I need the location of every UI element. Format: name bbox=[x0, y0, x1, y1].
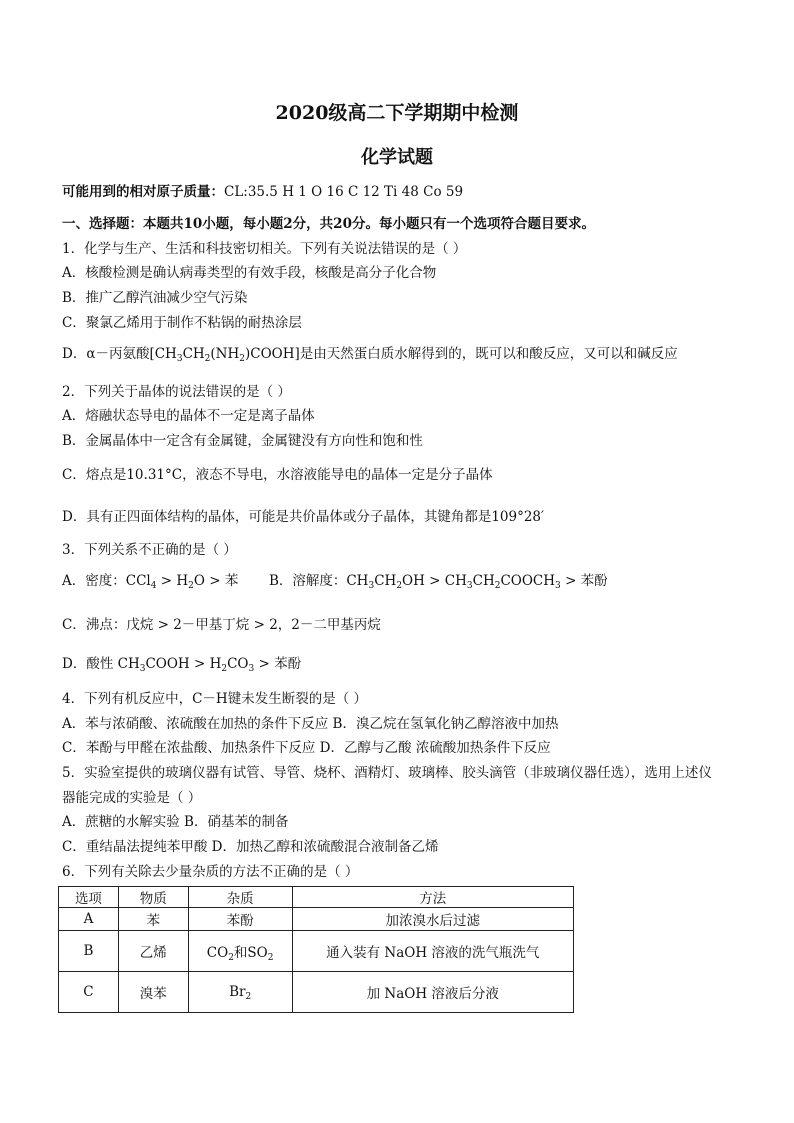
row-c-substance: 溴苯 bbox=[118, 972, 188, 1013]
table-row bbox=[59, 972, 574, 1013]
header-impurity: 杂质 bbox=[188, 887, 292, 908]
row-a-method: 加浓溴水后过滤 bbox=[292, 908, 573, 931]
q2-d-angle: 109°28′ bbox=[491, 509, 545, 525]
row-b-method: 通入装有 NaOH 溶液的洗气瓶洗气 bbox=[292, 931, 573, 972]
row-b-option: B bbox=[59, 931, 119, 972]
row-a-option: A bbox=[59, 908, 119, 931]
row-c-impurity: $Br_2$ bbox=[188, 972, 292, 1013]
row-b-substance: 乙烯 bbox=[118, 931, 188, 972]
row-b-impurity-a: CO bbox=[206, 945, 229, 961]
q3-b-prefix: B．溶解度：CH bbox=[268, 573, 369, 589]
q6-stem: 6．下列有关除去少量杂质的方法不正确的是（ ） bbox=[62, 864, 359, 880]
q2-option-c bbox=[62, 466, 493, 484]
exam-title: 2020级高二下学期期中检测 bbox=[275, 102, 519, 124]
exam-subtitle: 化学试题 bbox=[361, 147, 433, 168]
row-c-impurity-a: Br bbox=[229, 984, 246, 1000]
q4-stem bbox=[62, 690, 367, 708]
q4-stem-suffix: 键未发生断裂的是（ ） bbox=[227, 691, 367, 707]
q4-options-cd: C．苯酚与甲醛在浓盐酸、加热条件下反应 D．乙醇与乙酸 浓硫酸加热条件下反应 bbox=[62, 740, 551, 756]
q1-option-d: D．α－丙氨酸$[CH_3CH_2(NH_2)COOH]$是由天然蛋白质水解得到的，既可以和酸反应，又可以和碱反应 bbox=[62, 346, 678, 364]
table-row bbox=[59, 931, 574, 972]
row-b-impurity-b: 和SO bbox=[233, 945, 268, 961]
q2-option-a: A．熔融状态导电的晶体不一定是离子晶体 bbox=[62, 408, 315, 424]
q1-d-formula-d: )COOH] bbox=[245, 346, 300, 362]
q6-table bbox=[58, 886, 574, 1013]
q3-option-c: C．沸点：戊烷 > 2－甲基丁烷 > 2，2－二甲基丙烷 bbox=[62, 617, 381, 633]
atomic-mass-label: 可能用到的相对原子质量： bbox=[62, 184, 224, 200]
section-heading: 一、选择题：本题共10小题，每小题2分，共20分。每小题只有一个选项符合题目要求。 bbox=[62, 216, 595, 232]
q3-a-prefix: A．密度：CCl bbox=[62, 573, 151, 589]
q3-a-suffix: > H bbox=[156, 573, 189, 589]
q1-d-formula-a: [CH bbox=[149, 346, 177, 362]
q2-option-d bbox=[62, 508, 544, 526]
q2-c-suffix: ，液态不导电，水溶液能导电的晶体一定是分子晶体 bbox=[182, 467, 493, 483]
q2-d-prefix: D．具有正四面体结构的晶体，可能是共价晶体或分子晶体，其键角都是 bbox=[62, 509, 492, 525]
q3-options-ab: A．密度：$CCl_4 > H_2O$ > 苯 B．溶解度：$CH_3CH_2OH$ > $CH_3CH_2COOCH_3$ > 苯酚 bbox=[62, 573, 608, 591]
q3-d-end: > 苯酚 bbox=[254, 656, 302, 672]
q2-c-prefix: C．熔点是 bbox=[62, 467, 127, 483]
q3-b-mid2: OH > CH bbox=[402, 573, 467, 589]
q1-option-b: B．推广乙醇汽油减少空气污染 bbox=[62, 290, 248, 306]
row-a-impurity: 苯酚 bbox=[188, 908, 292, 931]
header-substance: 物质 bbox=[118, 887, 188, 908]
header-option: 选项 bbox=[59, 887, 119, 908]
q1-option-a: A．核酸检测是确认病毒类型的有效手段，核酸是高分子化合物 bbox=[62, 265, 437, 281]
header-method: 方法 bbox=[292, 887, 573, 908]
q5-stem-line1: 5．实验室提供的玻璃仪器有试管、导管、烧杯、酒精灯、玻璃棒、胶头滴管（非玻璃仪器任选），选用上述仪 bbox=[62, 765, 712, 781]
q5-stem-line2: 器能完成的实验是（ ） bbox=[62, 790, 202, 806]
q2-option-b: B．金属晶体中一定含有金属键，金属键没有方向性和饱和性 bbox=[62, 433, 423, 449]
q3-stem: 3．下列关系不正确的是（ ） bbox=[62, 542, 237, 558]
q5-options-cd: C．重结晶法提纯苯甲酸 D．加热乙醇和浓硫酸混合液制备乙烯 bbox=[62, 839, 439, 855]
q3-b-mid1: CH bbox=[374, 573, 397, 589]
row-c-method: 加 NaOH 溶液后分液 bbox=[292, 972, 573, 1013]
q1-d-suffix: 是由天然蛋白质水解得到的，既可以和酸反应，又可以和碱反应 bbox=[299, 346, 678, 362]
q3-d-mid: COOH > H bbox=[145, 656, 222, 672]
q5-options-ab: A．蔗糖的水解实验 B．硝基苯的制备 bbox=[62, 814, 289, 830]
q1-option-c: C．聚氯乙烯用于制作不粘锅的耐热涂层 bbox=[62, 315, 302, 331]
q4-options-ab: A．苯与浓硝酸、浓硫酸在加热的条件下反应 B．溴乙烷在氢氧化钠乙醇溶液中加热 bbox=[62, 716, 559, 732]
q1-stem: 1．化学与生产、生活和科技密切相关。下列有关说法错误的是（ ） bbox=[62, 241, 467, 257]
q3-option-d: D．酸性 $CH_3COOH > H_2CO_3$ > 苯酚 bbox=[62, 656, 302, 674]
row-b-impurity: $CO_2$和$SO_2$ bbox=[188, 931, 292, 972]
q4-stem-bond: C－H bbox=[192, 691, 228, 707]
q1-d-formula-b: CH bbox=[182, 346, 205, 362]
q3-b-mid4: COOCH bbox=[500, 573, 556, 589]
q2-c-unit: °C bbox=[165, 467, 183, 483]
q2-c-value: 10.31 bbox=[126, 467, 165, 483]
q3-a-end: O > 苯 bbox=[193, 573, 239, 589]
q3-d-prefix: D．酸性 CH bbox=[62, 656, 140, 672]
table-header-row bbox=[59, 887, 574, 908]
q1-d-formula-c: (NH bbox=[210, 346, 240, 362]
q3-d-mid2: CO bbox=[227, 656, 249, 672]
q1-d-prefix: D．α－丙氨酸 bbox=[62, 346, 150, 362]
q3-b-mid3: CH bbox=[472, 573, 495, 589]
q4-stem-prefix: 4．下列有机反应中， bbox=[62, 691, 193, 707]
row-a-substance: 苯 bbox=[118, 908, 188, 931]
q2-stem: 2．下列关于晶体的说法错误的是（ ） bbox=[62, 384, 291, 400]
row-c-option: C bbox=[59, 972, 119, 1013]
q3-b-end: > 苯酚 bbox=[560, 573, 608, 589]
atomic-mass-line bbox=[62, 183, 463, 201]
atomic-mass-values: CL:35.5 H 1 O 16 C 12 Ti 48 Co 59 bbox=[224, 184, 464, 200]
table-row bbox=[59, 908, 574, 931]
